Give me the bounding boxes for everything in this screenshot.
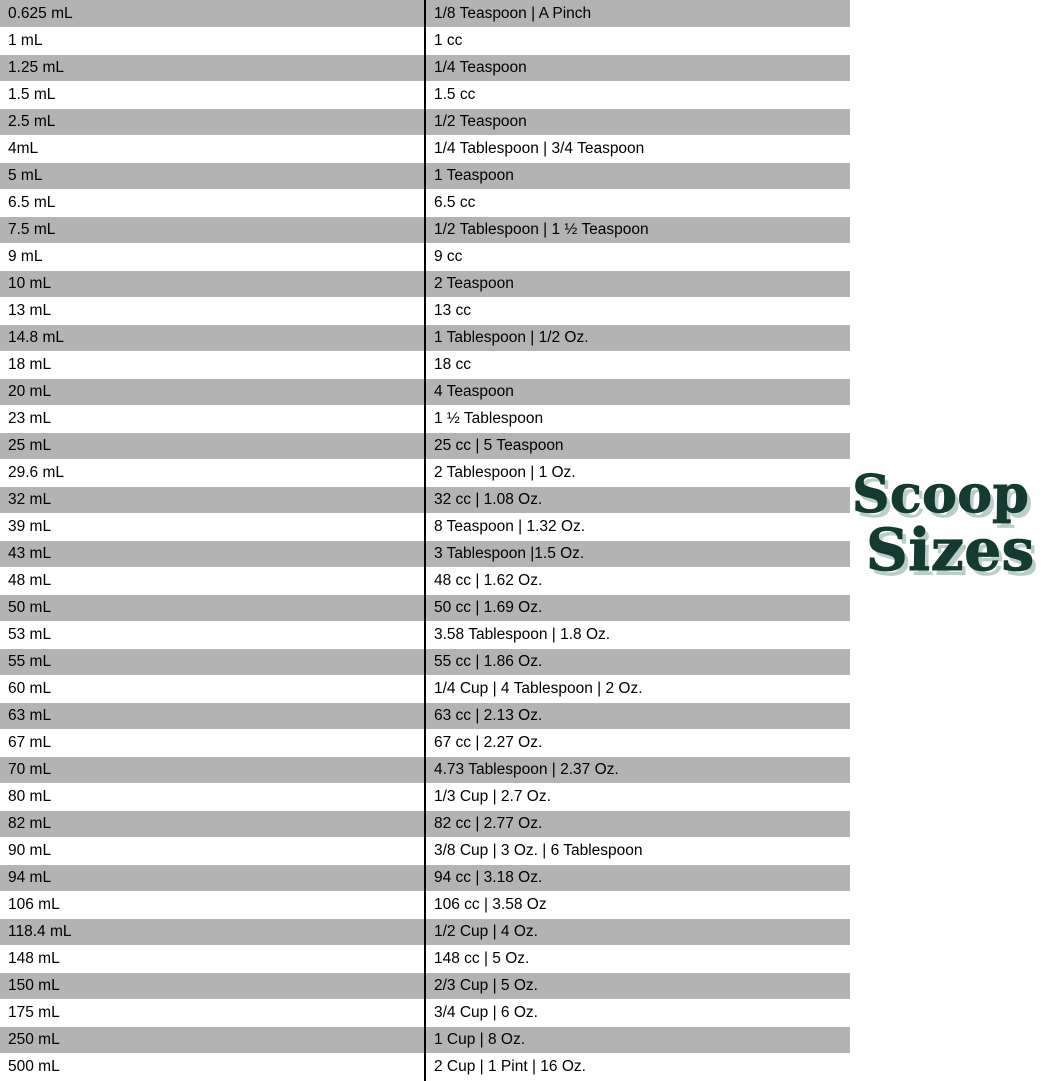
table-row xyxy=(0,135,850,162)
cell-milliliters: 150 mL xyxy=(0,972,425,999)
table-row xyxy=(0,1026,850,1053)
scoop-sizes-logo xyxy=(851,464,1052,610)
table-row xyxy=(0,999,850,1026)
table-row xyxy=(0,54,850,81)
cell-milliliters: 175 mL xyxy=(0,999,425,1026)
cell-milliliters: 94 mL xyxy=(0,864,425,891)
cell-equivalent: 82 cc | 2.77 Oz. xyxy=(425,810,850,837)
table-row xyxy=(0,972,850,999)
cell-milliliters: 7.5 mL xyxy=(0,216,425,243)
cell-milliliters: 50 mL xyxy=(0,594,425,621)
table-row xyxy=(0,783,850,810)
table-row xyxy=(0,378,850,405)
cell-milliliters: 39 mL xyxy=(0,513,425,540)
cell-milliliters: 106 mL xyxy=(0,891,425,918)
cell-milliliters: 0.625 mL xyxy=(0,0,425,27)
cell-equivalent: 3.58 Tablespoon | 1.8 Oz. xyxy=(425,621,850,648)
cell-equivalent: 1 Tablespoon | 1/2 Oz. xyxy=(425,324,850,351)
cell-equivalent: 94 cc | 3.18 Oz. xyxy=(425,864,850,891)
cell-milliliters: 5 mL xyxy=(0,162,425,189)
cell-milliliters: 1.5 mL xyxy=(0,81,425,108)
cell-equivalent: 4 Teaspoon xyxy=(425,378,850,405)
cell-equivalent: 148 cc | 5 Oz. xyxy=(425,945,850,972)
table-row xyxy=(0,945,850,972)
cell-equivalent: 1.5 cc xyxy=(425,81,850,108)
table-row xyxy=(0,837,850,864)
cell-milliliters: 55 mL xyxy=(0,648,425,675)
cell-milliliters: 1.25 mL xyxy=(0,54,425,81)
cell-milliliters: 20 mL xyxy=(0,378,425,405)
cell-equivalent: 3/4 Cup | 6 Oz. xyxy=(425,999,850,1026)
cell-equivalent: 3/8 Cup | 3 Oz. | 6 Tablespoon xyxy=(425,837,850,864)
table-row xyxy=(0,351,850,378)
table-row xyxy=(0,216,850,243)
table-row xyxy=(0,459,850,486)
cell-equivalent: 1/4 Tablespoon | 3/4 Teaspoon xyxy=(425,135,850,162)
cell-equivalent: 3 Tablespoon |1.5 Oz. xyxy=(425,540,850,567)
table-row xyxy=(0,189,850,216)
table-row xyxy=(0,756,850,783)
cell-milliliters: 63 mL xyxy=(0,702,425,729)
table-row xyxy=(0,27,850,54)
cell-milliliters: 48 mL xyxy=(0,567,425,594)
table-row xyxy=(0,270,850,297)
cell-milliliters: 70 mL xyxy=(0,756,425,783)
cell-equivalent: 25 cc | 5 Teaspoon xyxy=(425,432,850,459)
cell-equivalent: 1/3 Cup | 2.7 Oz. xyxy=(425,783,850,810)
cell-equivalent: 1/2 Tablespoon | 1 ½ Teaspoon xyxy=(425,216,850,243)
table-row xyxy=(0,162,850,189)
cell-milliliters: 90 mL xyxy=(0,837,425,864)
table-row xyxy=(0,108,850,135)
table-row xyxy=(0,729,850,756)
table-row xyxy=(0,891,850,918)
table-row xyxy=(0,297,850,324)
cell-milliliters: 500 mL xyxy=(0,1053,425,1080)
cell-milliliters: 13 mL xyxy=(0,297,425,324)
cell-equivalent: 67 cc | 2.27 Oz. xyxy=(425,729,850,756)
cell-equivalent: 63 cc | 2.13 Oz. xyxy=(425,702,850,729)
cell-milliliters: 250 mL xyxy=(0,1026,425,1053)
cell-equivalent: 6.5 cc xyxy=(425,189,850,216)
table-row xyxy=(0,513,850,540)
table-row xyxy=(0,486,850,513)
table-row xyxy=(0,0,850,27)
table-row xyxy=(0,1053,850,1080)
cell-milliliters: 148 mL xyxy=(0,945,425,972)
table-row xyxy=(0,405,850,432)
logo-line-sizes: Sizes xyxy=(865,516,1036,585)
cell-equivalent: 106 cc | 3.58 Oz xyxy=(425,891,850,918)
cell-milliliters: 1 mL xyxy=(0,27,425,54)
table-row xyxy=(0,324,850,351)
table-row xyxy=(0,702,850,729)
cell-equivalent: 1/4 Cup | 4 Tablespoon | 2 Oz. xyxy=(425,675,850,702)
cell-milliliters: 43 mL xyxy=(0,540,425,567)
cell-milliliters: 18 mL xyxy=(0,351,425,378)
cell-equivalent: 9 cc xyxy=(425,243,850,270)
cell-equivalent: 32 cc | 1.08 Oz. xyxy=(425,486,850,513)
cell-milliliters: 53 mL xyxy=(0,621,425,648)
cell-milliliters: 80 mL xyxy=(0,783,425,810)
cell-equivalent: 50 cc | 1.69 Oz. xyxy=(425,594,850,621)
cell-equivalent: 1/2 Teaspoon xyxy=(425,108,850,135)
cell-equivalent: 4.73 Tablespoon | 2.37 Oz. xyxy=(425,756,850,783)
table-row xyxy=(0,243,850,270)
table-row xyxy=(0,432,850,459)
cell-milliliters: 10 mL xyxy=(0,270,425,297)
table-row xyxy=(0,81,850,108)
cell-equivalent: 2 Teaspoon xyxy=(425,270,850,297)
cell-milliliters: 82 mL xyxy=(0,810,425,837)
cell-equivalent: 2/3 Cup | 5 Oz. xyxy=(425,972,850,999)
table-row xyxy=(0,810,850,837)
table-row xyxy=(0,864,850,891)
cell-equivalent: 1/4 Teaspoon xyxy=(425,54,850,81)
cell-equivalent: 18 cc xyxy=(425,351,850,378)
cell-milliliters: 9 mL xyxy=(0,243,425,270)
cell-equivalent: 48 cc | 1.62 Oz. xyxy=(425,567,850,594)
cell-milliliters: 25 mL xyxy=(0,432,425,459)
table-row xyxy=(0,567,850,594)
table-row xyxy=(0,918,850,945)
cell-equivalent: 1 ½ Tablespoon xyxy=(425,405,850,432)
cell-equivalent: 1/2 Cup | 4 Oz. xyxy=(425,918,850,945)
table-row xyxy=(0,540,850,567)
cell-milliliters: 118.4 mL xyxy=(0,918,425,945)
cell-milliliters: 60 mL xyxy=(0,675,425,702)
cell-milliliters: 2.5 mL xyxy=(0,108,425,135)
cell-milliliters: 4mL xyxy=(0,135,425,162)
cell-milliliters: 32 mL xyxy=(0,486,425,513)
cell-equivalent: 2 Cup | 1 Pint | 16 Oz. xyxy=(425,1053,850,1080)
table-row xyxy=(0,675,850,702)
cell-milliliters: 29.6 mL xyxy=(0,459,425,486)
cell-milliliters: 14.8 mL xyxy=(0,324,425,351)
logo-line-scoop: Scoop xyxy=(851,464,1030,525)
table-row xyxy=(0,594,850,621)
cell-milliliters: 67 mL xyxy=(0,729,425,756)
cell-equivalent: 1/8 Teaspoon | A Pinch xyxy=(425,0,850,27)
cell-milliliters: 23 mL xyxy=(0,405,425,432)
cell-equivalent: 13 cc xyxy=(425,297,850,324)
table-row xyxy=(0,621,850,648)
cell-equivalent: 55 cc | 1.86 Oz. xyxy=(425,648,850,675)
cell-equivalent: 1 Teaspoon xyxy=(425,162,850,189)
cell-equivalent: 8 Teaspoon | 1.32 Oz. xyxy=(425,513,850,540)
cell-equivalent: 1 cc xyxy=(425,27,850,54)
table-row xyxy=(0,648,850,675)
cell-milliliters: 6.5 mL xyxy=(0,189,425,216)
cell-equivalent: 1 Cup | 8 Oz. xyxy=(425,1026,850,1053)
cell-equivalent: 2 Tablespoon | 1 Oz. xyxy=(425,459,850,486)
